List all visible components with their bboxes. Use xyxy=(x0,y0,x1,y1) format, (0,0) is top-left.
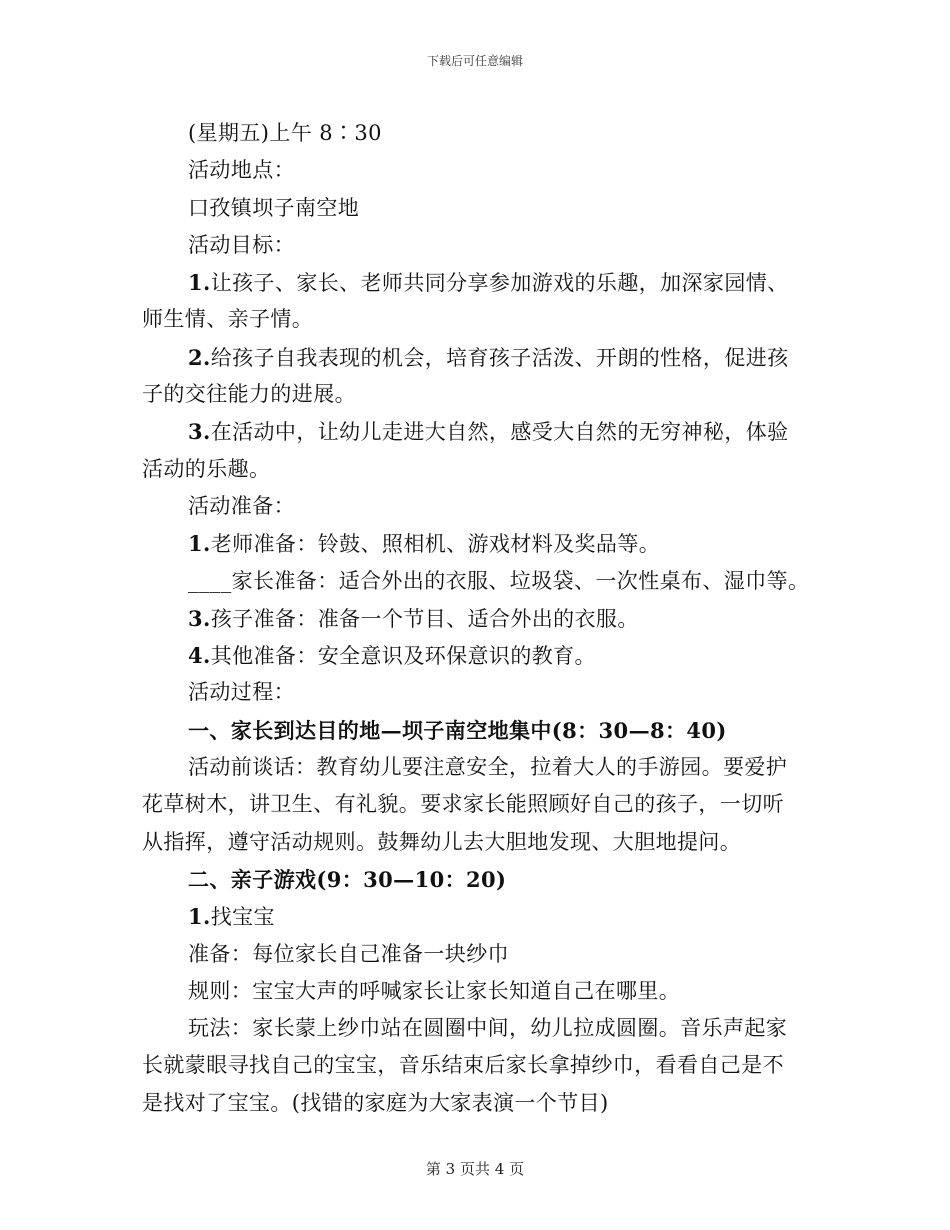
text-line xyxy=(142,264,822,301)
line-text: ____家长准备：适合外出的衣服、垃圾袋、一次性桌布、湿巾等。 xyxy=(188,568,810,593)
list-number: 1. xyxy=(188,904,211,930)
line-text: 玩法：家长蒙上纱巾站在圆圈中间，幼儿拉成圆圈。音乐声起家 xyxy=(188,1016,788,1041)
document-body xyxy=(142,115,822,1122)
line-text: 长就蒙眼寻找自己的宝宝，音乐结束后家长拿掉纱巾，看看自己是不 xyxy=(142,1053,784,1078)
line-text: 活动准备： xyxy=(188,493,295,518)
text-line xyxy=(142,1085,822,1122)
text-line xyxy=(142,413,822,450)
list-number: 1. xyxy=(188,270,211,296)
line-text: 一、家长到达目的地—坝子南空地集中(8：30—8：40) xyxy=(188,717,727,743)
line-text: 师生情、亲子情。 xyxy=(142,307,314,332)
line-text: 在活动中，让幼儿走进大自然，感受大自然的无穷神秘，体验 xyxy=(210,420,789,445)
line-text: 准备：每位家长自己准备一块纱巾 xyxy=(188,941,509,966)
text-line xyxy=(142,1047,822,1084)
line-text: 是找对了宝宝。(找错的家庭为大家表演一个节目) xyxy=(142,1090,609,1115)
page-header: 下载后可任意编辑 xyxy=(426,54,523,68)
list-number: 3. xyxy=(188,419,211,445)
text-line xyxy=(142,451,822,488)
text-line xyxy=(142,861,822,898)
text-line xyxy=(142,301,822,338)
line-text: 口孜镇坝子南空地 xyxy=(188,195,360,220)
line-text: 规则：宝宝大声的呼喊家长让家长知道自己在哪里。 xyxy=(188,978,681,1003)
line-text: 活动的乐趣。 xyxy=(142,456,271,481)
text-line xyxy=(142,973,822,1010)
text-line xyxy=(142,488,822,525)
text-line xyxy=(142,898,822,935)
line-text: 活动过程： xyxy=(188,680,295,705)
line-text: 给孩子自我表现的机会，培育孩子活泼、开朗的性格，促进孩 xyxy=(210,345,789,370)
line-text: 活动目标： xyxy=(188,232,295,257)
line-text: 从指挥，遵守活动规则。鼓舞幼儿去大胆地发现、大胆地提问。 xyxy=(142,829,742,854)
line-text: 老师准备：铃鼓、照相机、游戏材料及奖品等。 xyxy=(210,532,661,557)
line-text: 子的交往能力的进展。 xyxy=(142,382,356,407)
list-number: 3. xyxy=(188,605,211,631)
text-line xyxy=(142,227,822,264)
line-text: 孩子准备：准备一个节目、适合外出的衣服。 xyxy=(210,606,639,631)
text-line xyxy=(142,190,822,227)
list-number: 1. xyxy=(188,531,211,557)
text-line xyxy=(142,786,822,823)
line-text: 活动前谈话：教育幼儿要注意安全，拉着大人的手游园。要爱护 xyxy=(188,755,788,780)
page-footer: 第 3 页共 4 页 xyxy=(425,1160,525,1178)
list-number: 4. xyxy=(188,643,211,669)
text-line xyxy=(142,749,822,786)
text-line xyxy=(142,563,822,600)
line-text: 活动地点： xyxy=(188,158,295,183)
line-text: 二、亲子游戏(9：30—10：20) xyxy=(188,866,507,892)
text-line xyxy=(142,712,822,749)
text-line xyxy=(142,525,822,562)
text-line xyxy=(142,936,822,973)
text-line xyxy=(142,339,822,376)
line-text: 花草树木，讲卫生、有礼貌。要求家长能照顾好自己的孩子，一切听 xyxy=(142,792,784,817)
text-line xyxy=(142,376,822,413)
line-text: 找宝宝 xyxy=(210,905,275,930)
text-line xyxy=(142,115,822,152)
list-number: 2. xyxy=(188,344,211,370)
text-line xyxy=(142,152,822,189)
line-text: 其他准备：安全意识及环保意识的教育。 xyxy=(210,644,596,669)
text-line xyxy=(142,600,822,637)
line-text: 让孩子、家长、老师共同分享参加游戏的乐趣，加深家园情、 xyxy=(210,271,789,296)
text-line xyxy=(142,637,822,674)
text-line xyxy=(142,824,822,861)
text-line xyxy=(142,1010,822,1047)
text-line xyxy=(142,674,822,711)
line-text: (星期五)上午 8∶30 xyxy=(188,121,382,145)
